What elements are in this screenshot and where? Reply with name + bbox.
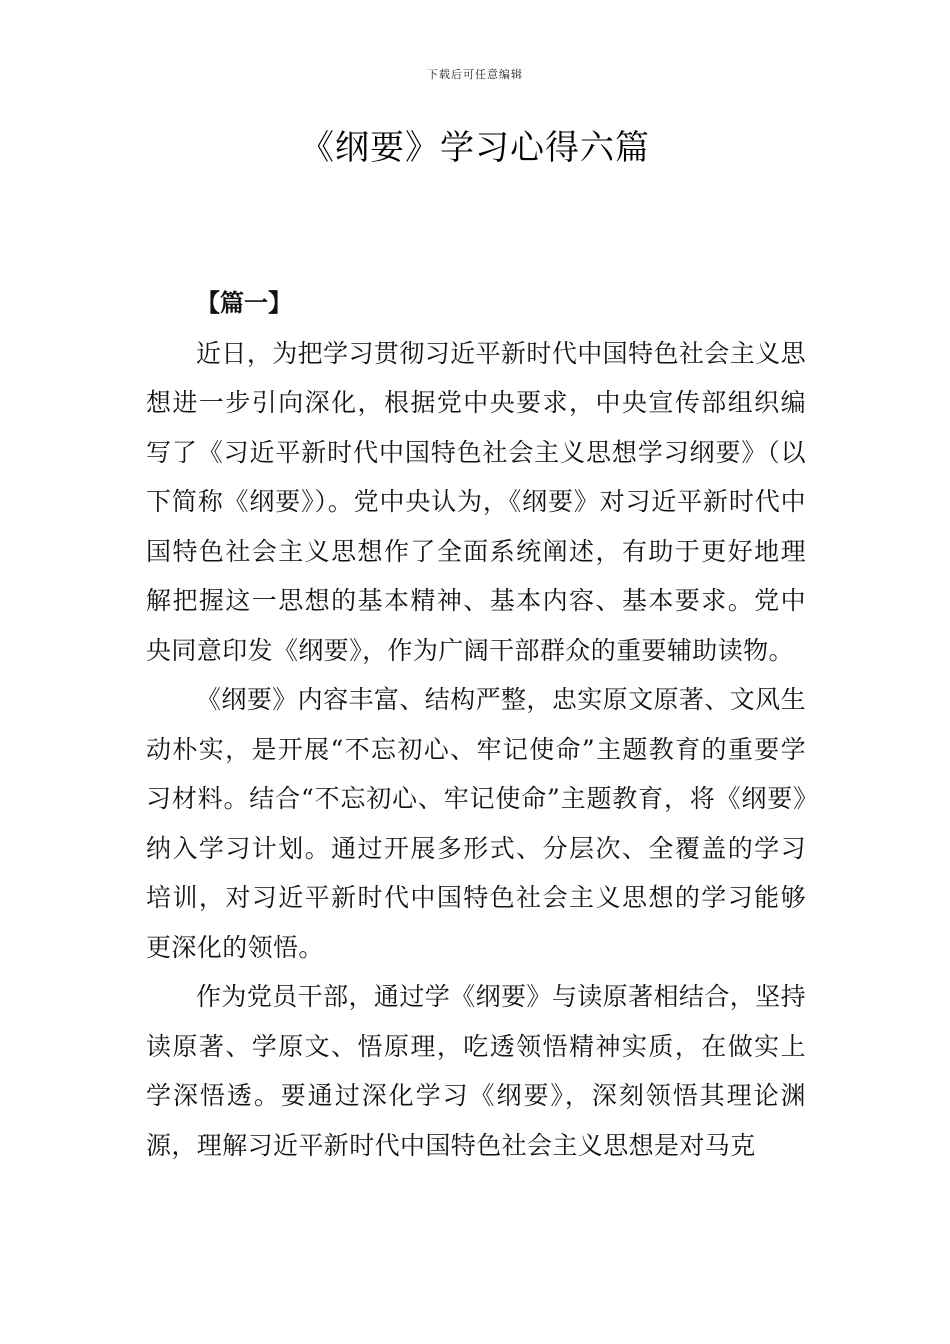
header-note: 下载后可任意编辑 (427, 68, 523, 81)
document-body (146, 279, 806, 1170)
paragraph-3: 作为党员干部，通过学《纲要》与读原著相结合，坚持读原著、学原文、悟原理，吃透领悟精神实质，在做实上学深悟透。要通过深化学习《纲要》，深刻领悟其理论渊源，理解习近平新时代中国特色社会主义思想是对马克 (146, 982, 806, 1160)
paragraph-2: 《纲要》内容丰富、结构严整，忠实原文原著、文风生动朴实，是开展“不忘初心、牢记使命”主题教育的重要学习材料。结合“不忘初心、牢记使命”主题教育，将《纲要》纳入学习计划。通过开展多形式、分层次、全覆盖的学习培训，对习近平新时代中国特色社会主义思想的学习能够更深化的领悟。 (146, 685, 806, 962)
document-title: 《纲要》学习心得六篇 (300, 128, 650, 168)
section-label: 【篇一】 (196, 289, 292, 317)
paragraph-1: 近日，为把学习贯彻习近平新时代中国特色社会主义思想进一步引向深化，根据党中央要求，中央宣传部组织编写了《习近平新时代中国特色社会主义思想学习纲要》（以下简称《纲要》）。党中央认为，《纲要》对习近平新时代中国特色社会主义思想作了全面系统阐述，有助于更好地理解把握这一思想的基本精神、基本内容、基本要求。党中央同意印发《纲要》，作为广阔干部群众的重要辅助读物。 (146, 338, 806, 665)
